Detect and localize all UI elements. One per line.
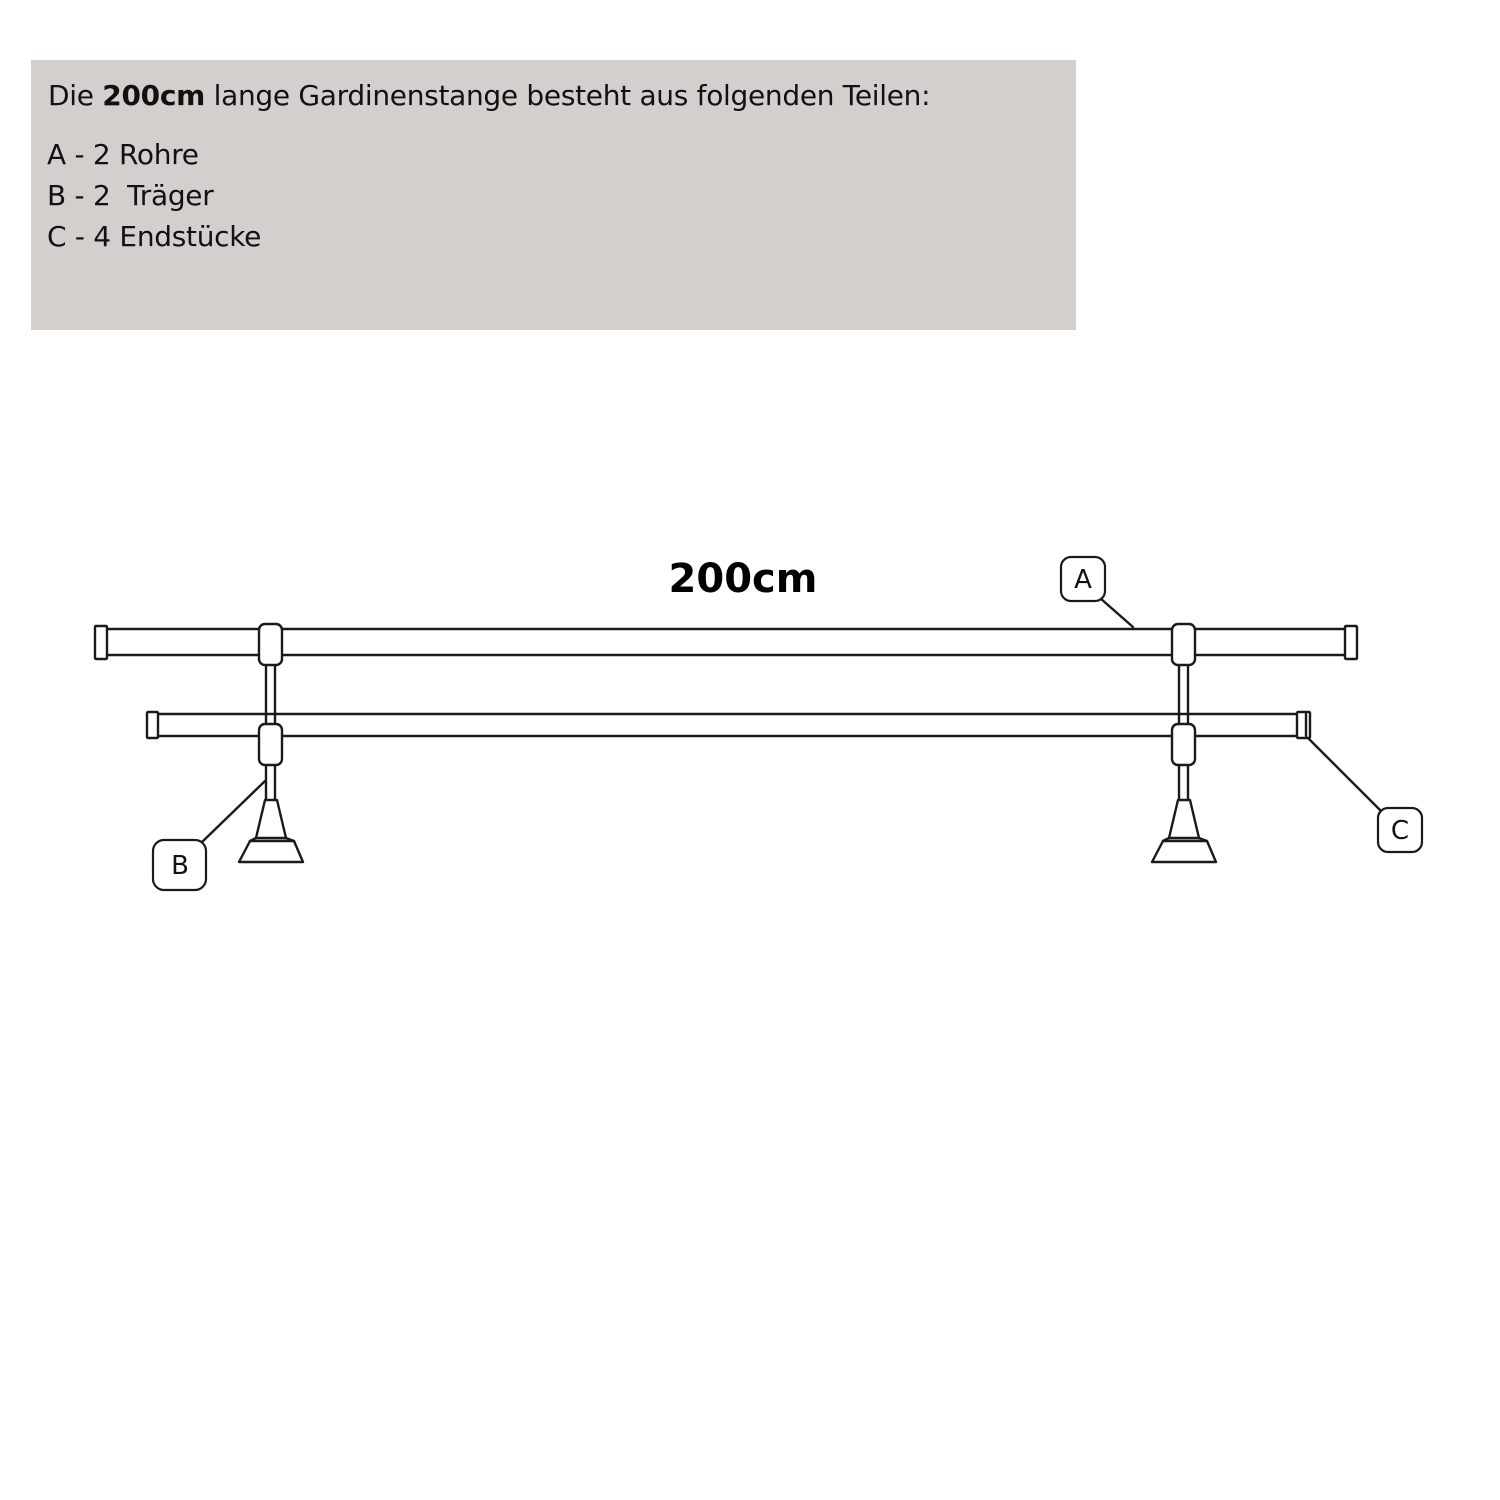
lower-rod — [147, 712, 1310, 738]
callout-a — [1061, 557, 1133, 627]
left-bracket — [239, 624, 303, 862]
part-separator: - — [74, 179, 85, 212]
lower-rod-tube — [157, 714, 1298, 736]
left-bracket-lower-holder — [259, 724, 282, 765]
part-letter: C — [47, 220, 67, 253]
part-separator: - — [74, 138, 85, 171]
callout-b-label: B — [171, 851, 189, 881]
upper-rod-right-endcap — [1345, 626, 1357, 659]
part-name: Träger — [127, 179, 214, 212]
callout-c-label: C — [1390, 816, 1410, 846]
intro-length-bold: 200cm — [102, 79, 206, 112]
upper-rod — [95, 626, 1357, 659]
callout-b — [153, 781, 265, 890]
upper-rod-left-endcap — [95, 626, 107, 659]
part-count: 4 — [93, 220, 111, 253]
length-label: 200cm — [668, 556, 818, 602]
part-count: 2 — [92, 179, 111, 212]
right-bracket — [1152, 624, 1216, 862]
part-letter: B — [47, 179, 66, 212]
intro-before: Die — [48, 79, 94, 112]
part-name: Rohre — [119, 138, 199, 171]
lower-rod-left-endcap — [147, 712, 158, 738]
left-bracket-upper-holder — [259, 624, 282, 665]
part-separator: - — [74, 220, 85, 253]
part-count: 2 — [92, 138, 111, 171]
lower-rod-right-endcap — [1297, 712, 1310, 738]
callout-c — [1308, 738, 1422, 852]
part-name: Endstücke — [119, 220, 262, 253]
intro-after: lange Gardinenstange besteht aus folgenden Teilen: — [213, 79, 931, 112]
callout-a-label: A — [1074, 565, 1092, 595]
part-letter: A — [47, 138, 66, 171]
right-bracket-lower-holder — [1172, 724, 1195, 765]
upper-rod-tube — [105, 629, 1346, 655]
right-bracket-upper-holder — [1172, 624, 1195, 665]
